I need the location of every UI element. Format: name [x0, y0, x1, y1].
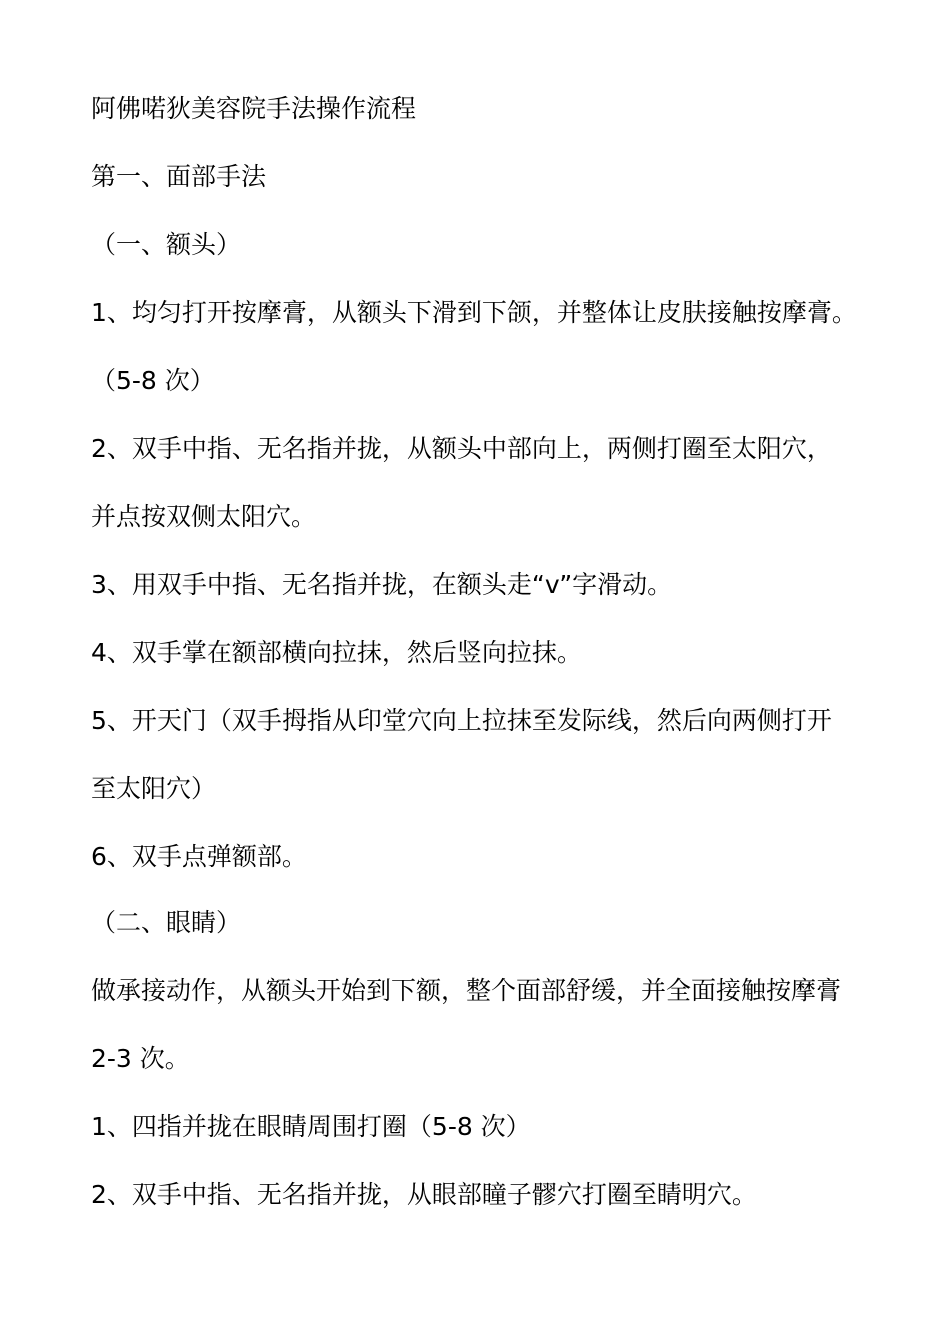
forehead-step-2-line-2: 并点按双侧太阳穴。 [91, 502, 317, 531]
forehead-step-1-note: （5-8 次） [91, 366, 215, 395]
document-title: 阿佛喏狄美容院手法操作流程 [91, 94, 417, 123]
forehead-step-1: 1、均匀打开按摩膏，从额头下滑到下颌，并整体让皮肤接触按摩膏。 [91, 298, 857, 327]
forehead-step-5-line-2: 至太阳穴） [91, 774, 217, 803]
eyes-step-2: 2、双手中指、无名指并拢，从眼部瞳子髎穴打圈至睛明穴。 [91, 1180, 757, 1209]
forehead-step-4: 4、双手掌在额部横向拉抹，然后竖向拉抹。 [91, 638, 582, 667]
eyes-intro-line-1: 做承接动作，从额头开始到下额，整个面部舒缓，并全面接触按摩膏 [91, 976, 842, 1005]
eyes-intro-line-2: 2-3 次。 [91, 1044, 190, 1073]
forehead-step-6: 6、双手点弹额部。 [91, 842, 307, 871]
subsection-heading-forehead: （一、额头） [91, 230, 242, 259]
forehead-step-3: 3、用双手中指、无名指并拢，在额头走“v”字滑动。 [91, 570, 673, 599]
subsection-heading-eyes: （二、眼睛） [91, 908, 242, 937]
forehead-step-5-line-1: 5、开天门（双手拇指从印堂穴向上拉抹至发际线，然后向两侧打开 [91, 706, 832, 735]
section-heading-face: 第一、面部手法 [91, 162, 267, 191]
forehead-step-2-line-1: 2、双手中指、无名指并拢，从额头中部向上，两侧打圈至太阳穴， [91, 434, 832, 463]
eyes-step-1: 1、四指并拢在眼睛周围打圈（5-8 次） [91, 1112, 531, 1141]
